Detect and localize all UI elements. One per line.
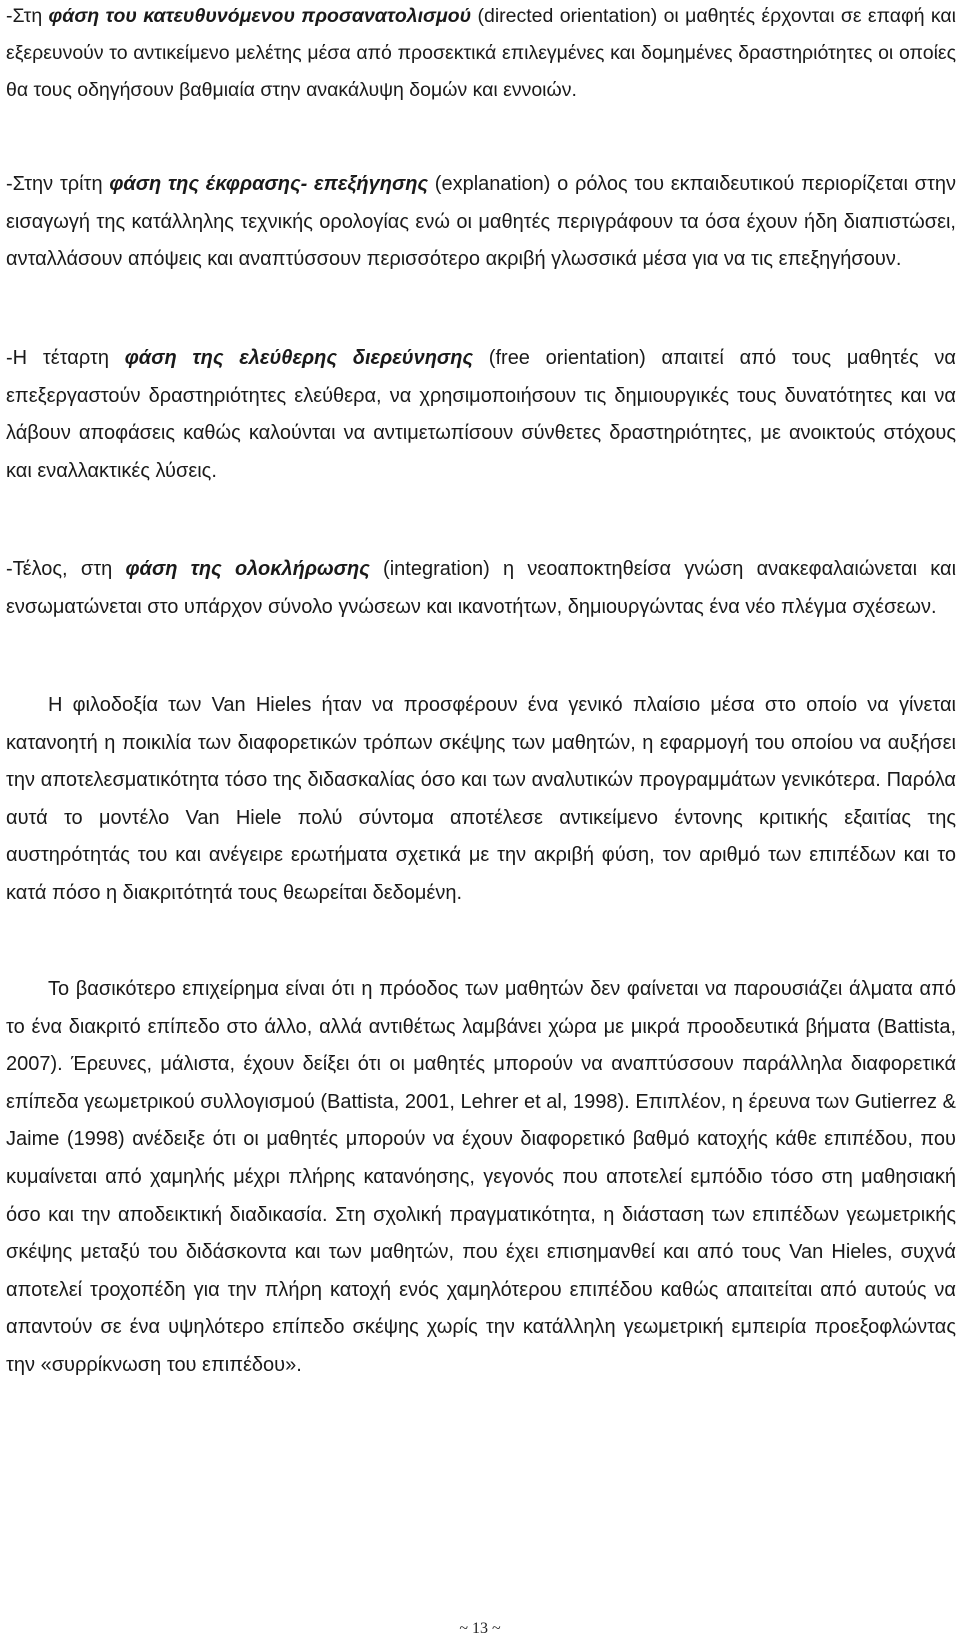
paragraph-explanation — [6, 166, 956, 279]
paragraph-lead: -Η τέταρτη — [6, 347, 125, 369]
paragraph-body: (directed orientation) οι μαθητές έρχονται σε επαφή και εξερευνούν το αντικείμενο μελέτης μέσα από προσεκτικά επιλεγμένες και δομημένες δραστηριότητες οι οποίες θα τους οδηγήσουν βαθμιαία στην ανακάλυψη δομών και εννοιών. — [6, 5, 956, 102]
paragraph-body: (explanation) ο ρόλος του εκπαιδευτικού περιορίζεται στην εισαγωγή της κατάλληλης τεχνικής ορολογίας ενώ οι μαθητές περιγράφουν τα όσα έχουν ήδη διαπιστώσει, ανταλλάσουν απόψεις και αναπτύσσουν περισσότερο ακριβή γλωσσικά μέσα για να τις επεξηγήσουν. — [6, 173, 957, 271]
paragraph-body: (free orientation) απαιτεί από τους μαθητές να επεξεργαστούν δραστηριότητες ελεύθερα, να χρησιμοποιήσουν τις δημιουργικές τους δυνατότητες και να λάβουν αποφάσεις καθώς καλούνται να αντιμετωπίσουν σύνθετες δραστηριότητες, με ανοικτούς στόχους και εναλλακτικές λύσεις. — [6, 347, 956, 482]
paragraph-free-orientation — [6, 340, 956, 490]
paragraph-lead: -Τέλος, στη — [6, 558, 126, 580]
phase-term: φάση του κατευθυνόμενου προσανατολισμού — [48, 5, 472, 27]
paragraph-lead: -Στη — [6, 5, 49, 27]
paragraph-body: Η φιλοδοξία των Van Hieles ήταν να προσφέρουν ένα γενικό πλαίσιο μέσα στο οποίο να γίνεται κατανοητή η ποικιλία των διαφορετικών τρόπων σκέψης των μαθητών, η εφαρμογή του οποίου να αυξήσει την αποτελεσματικότητα τόσο της διδασκαλίας όσο και των αναλυτικών προγραμμάτων γενικότερα. Παρόλα αυτά το μοντέλο Van Hiele πολύ σύντομα αποτέλεσε αντικείμενο έντονης κριτικής εξαιτίας της αυστηρότητάς του και ανέγειρε ερωτήματα σχετικά με την ακριβή φύση, τον αριθμό των επιπέδων και το κατά πόσο η διακριτότητά τους θεωρείται δεδομένη. — [6, 694, 956, 904]
paragraph-integration — [6, 551, 956, 626]
page-number: ~ 13 ~ — [459, 1620, 501, 1637]
paragraph-directed-orientation — [6, 0, 956, 110]
paragraph-lead: -Στην τρίτη — [6, 173, 110, 195]
phase-term: φάση της ελεύθερης διερεύνησης — [124, 347, 474, 369]
paragraph-body: Το βασικότερο επιχείρημα είναι ότι η πρόοδος των μαθητών δεν φαίνεται να παρουσιάζει άλματα από το ένα διακριτό επίπεδο στο άλλο, αλλά αντιθέτως λαμβάνει χώρα με μικρά προοδευτικά βήματα (Battista, 2007). Έρευνες, μάλιστα, έχουν δείξει ότι οι μαθητές μπορούν να αναπτύσσουν παράλληλα διαφορετικά επίπεδα γεωμετρικού συλλογισμού (Battista, 2001, Lehrer et al, 1998). Επιπλέον, η έρευνα των Gutierrez & Jaime (1998) ανέδειξε ότι οι μαθητές μπορούν να έχουν διαφορετικό βαθμό κατοχής κάθε επιπέδου, που κυμαίνεται από χαμηλής μέχρι πλήρης κατανόησης, γεγονός που αποτελεί εμπόδιο τόσο στη μαθησιακή όσο και την αποδεικτική διαδικασία. Στη σχολική πραγματικότητα, η διάσταση των επιπέδων γεωμετρικής σκέψης μεταξύ του διδάσκοντα και των μαθητών, που έχει επισημανθεί και από τους Van Hieles, συχνά αποτελεί τροχοπέδη για την πλήρη κατοχή ενός χαμηλότερου επιπέδου καθώς απαιτείται από αυτούς να απαντούν σε ένα υψηλότερο επίπεδο σκέψης χωρίς την κατάλληλη γεωμετρική εμπειρία προεξοφλώντας την «συρρίκνωση του επιπέδου». — [6, 978, 956, 1376]
phase-term: φάση της έκφρασης- επεξήγησης — [109, 173, 429, 195]
paragraph-main-argument — [6, 971, 956, 1385]
paragraph-van-hiele-philosophy — [6, 687, 956, 913]
paragraph-body: (integration) η νεοαποκτηθείσα γνώση ανακεφαλαιώνεται και ενσωματώνεται στο υπάρχον σύνολο γνώσεων και ικανοτήτων, δημιουργώντας ένα νέο πλέγμα σχέσεων. — [6, 558, 957, 618]
phase-term: φάση της ολοκλήρωσης — [125, 558, 370, 580]
